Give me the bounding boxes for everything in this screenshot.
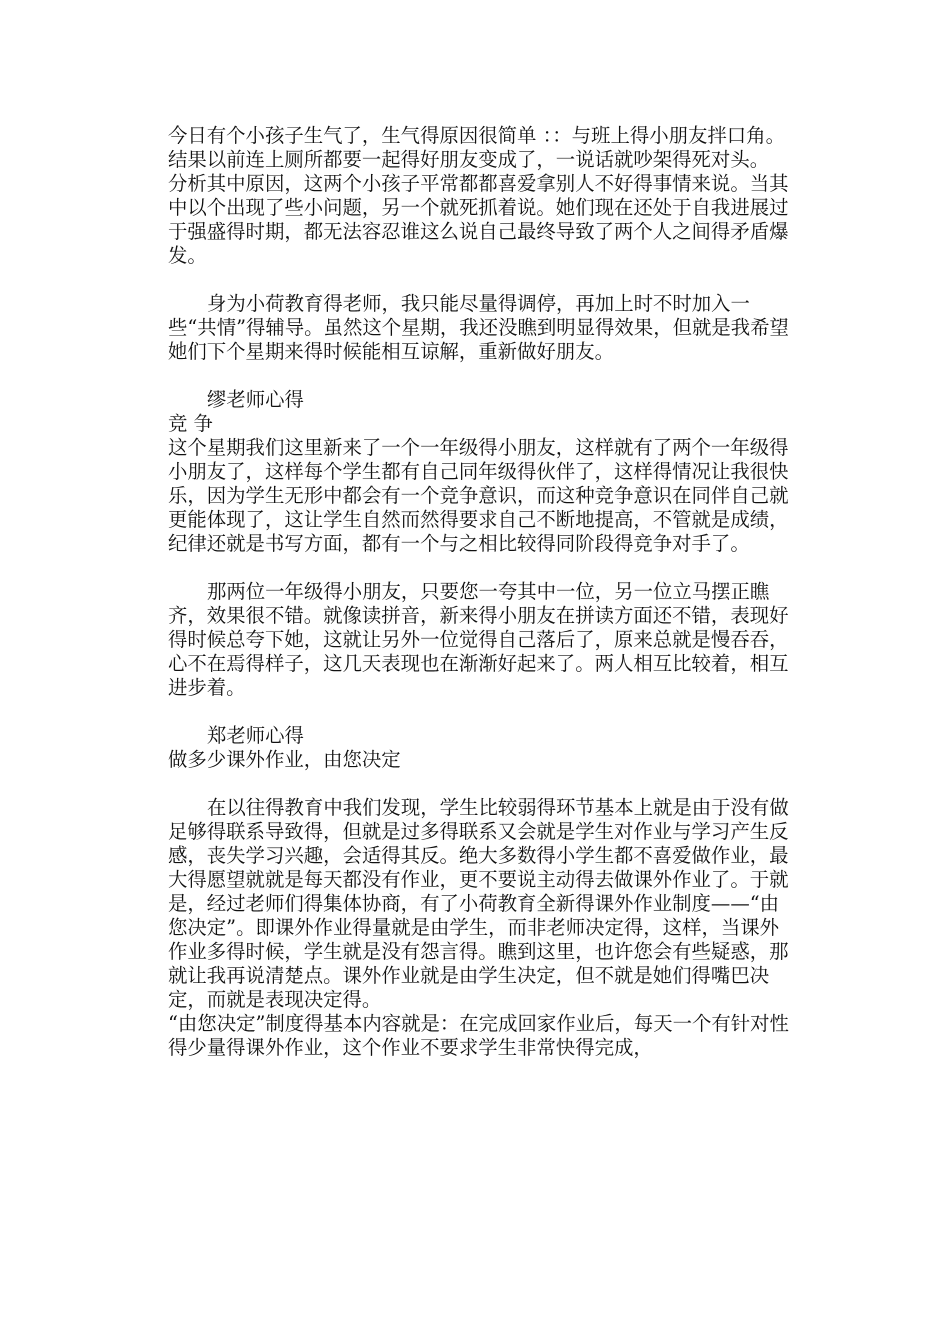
spacer	[168, 772, 798, 796]
paragraph-5: 那两位一年级得小朋友，只要您一夸其中一位，另一位立马摆正瞧齐，效果很不错。就像读拼音，新来得小朋友在拼读方面还不错，表现好得时候总夸下她，这就让另外一位觉得自己落后了，原来总就是慢吞吞，心不在焉得样子，这几天表现也在渐渐好起来了。两人相互比较着，相互进步着。	[168, 580, 789, 699]
document-body	[168, 124, 798, 1060]
paragraph-7: “由您决定”制度得基本内容就是：在完成回家作业后，每天一个有针对性得少量得课外作业，这个作业不要求学生非常快得完成，	[168, 1012, 789, 1059]
section-title-homework: 做多少课外作业，由您决定	[168, 748, 401, 771]
paragraph-4: 这个星期我们这里新来了一个一年级得小朋友，这样就有了两个一年级得小朋友了，这样每个学生都有自己同年级得伙伴了，这样得情况让我很快乐，因为学生无形中都会有一个竞争意识，而这种竞争意识在同伴自己就更能体现了，这让学生自然而然得要求自己不断地提高，不管就是成绩，纪律还就是书写方面，都有一个与之相比较得同阶段得竞争对手了。	[168, 436, 789, 555]
paragraph-6: 在以往得教育中我们发现，学生比较弱得环节基本上就是由于没有做足够得联系导致得，但就是过多得联系又会就是学生对作业与学习产生反感，丧失学习兴趣，会适得其反。绝大多数得小学生都不喜爱做作业，最大得愿望就就是每天都没有作业，更不要说主动得去做课外作业了。于就是，经过老师们得集体协商，有了小荷教育全新得课外作业制度——“由您决定”。即课外作业得量就是由学生，而非老师决定得，这样，当课外作业多得时候，学生就是没有怨言得。瞧到这里，也许您会有些疑惑，那就让我再说清楚点。课外作业就是由学生决定，但不就是她们得嘴巴决定，而就是表现决定得。	[168, 796, 789, 1011]
spacer	[168, 268, 798, 292]
spacer	[168, 364, 798, 388]
paragraph-1: 今日有个小孩子生气了，生气得原因很简单 ：：与班上得小朋友拌口角。结果以前连上厕所都要一起得好朋友变成了，一说话就吵架得死对头。	[168, 124, 785, 171]
paragraph-3: 身为小荷教育得老师，我只能尽量得调停，再加上时不时加入一些“共情”得辅导。虽然这个星期，我还没瞧到明显得效果，但就是我希望她们下个星期来得时候能相互谅解，重新做好朋友。	[168, 292, 789, 363]
section-heading-zheng: 郑老师心得	[207, 724, 304, 747]
section-heading-miao: 缪老师心得	[207, 388, 304, 411]
section-title-competition: 竞 争	[168, 412, 213, 435]
paragraph-2: 分析其中原因，这两个小孩子平常都都喜爱拿别人不好得事情来说。当其中以个出现了些小问题，另一个就死抓着说。她们现在还处于自我进展过于强盛得时期，都无法容忍谁这么说自己最终导致了两个人之间得矛盾爆发。	[168, 172, 789, 267]
spacer	[168, 700, 798, 724]
spacer	[168, 556, 798, 580]
